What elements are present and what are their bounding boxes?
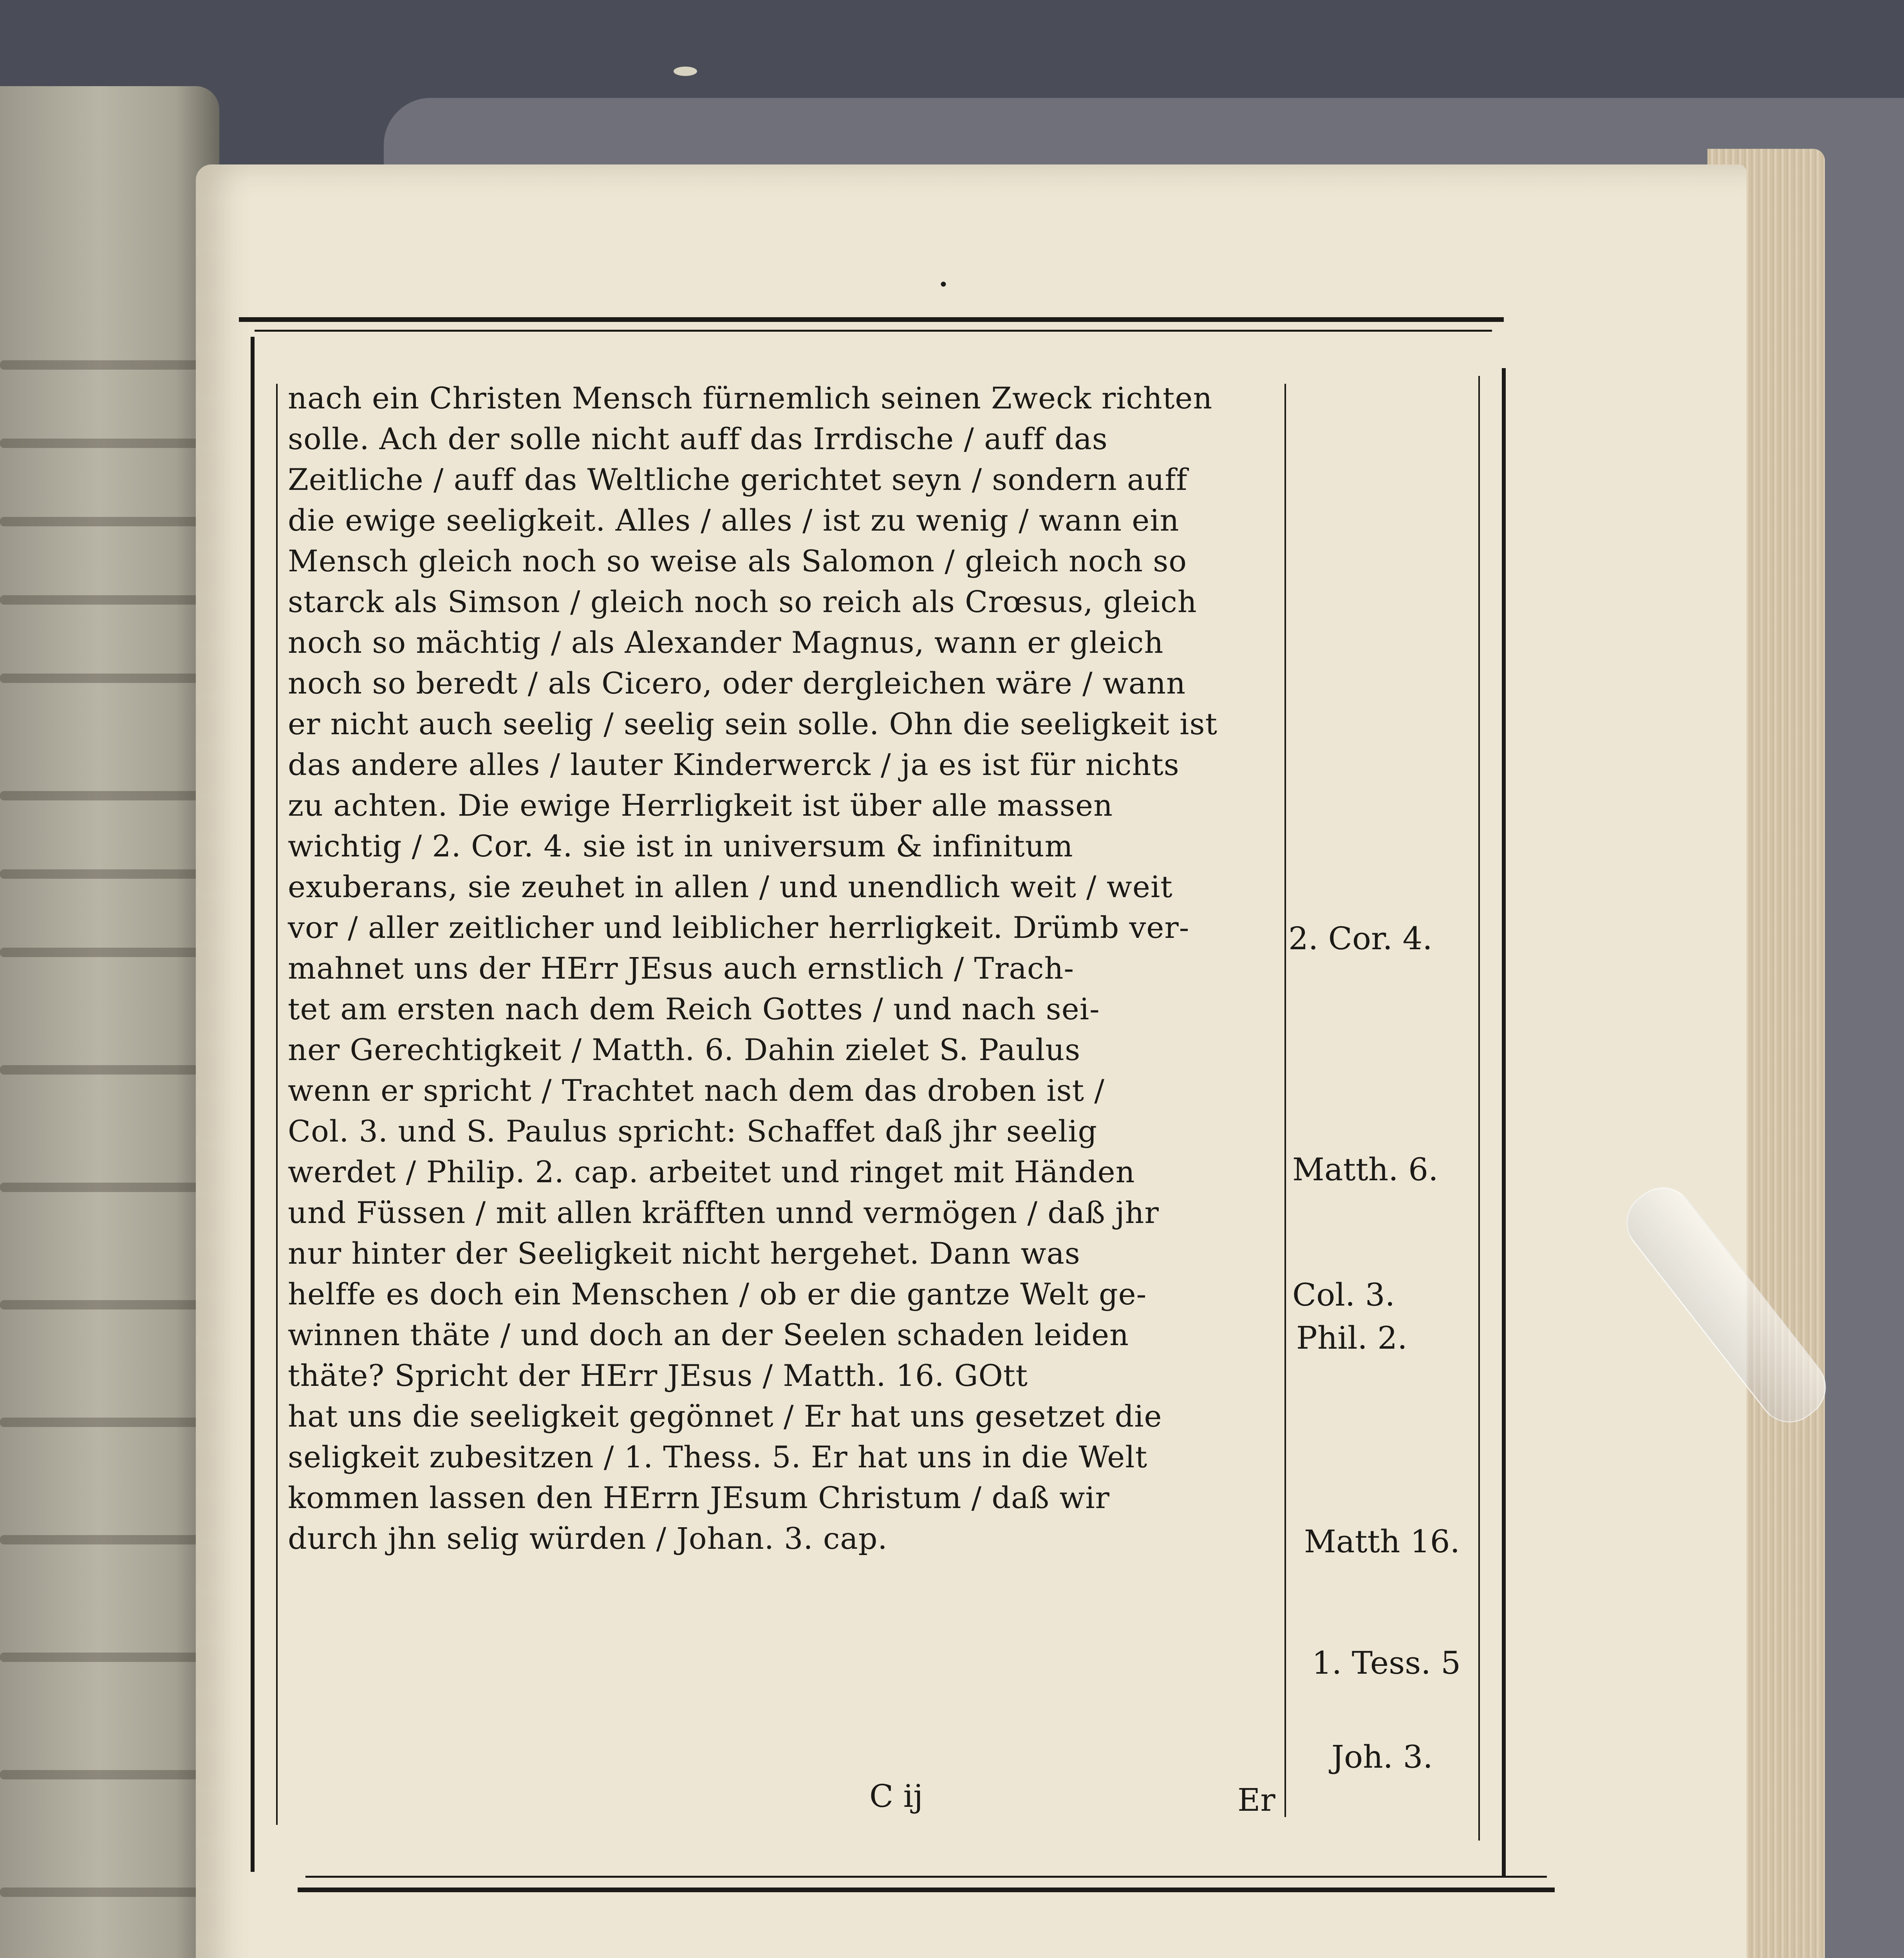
left-page-text-line xyxy=(0,1065,204,1075)
text-line xyxy=(288,1681,1290,1722)
left-page-text-line xyxy=(0,1653,204,1662)
text-line: noch so mächtig / als Alexander Magnus, wann er gleich xyxy=(288,625,1164,660)
left-page-text-line xyxy=(0,1183,204,1192)
catchword: Er xyxy=(1237,1782,1275,1818)
text-line xyxy=(288,1640,1290,1681)
dust-spot xyxy=(674,67,697,76)
text-line: thäte? Spricht der HErr JEsus / Matth. 16. GOtt xyxy=(288,1358,1028,1393)
left-page-text-line xyxy=(0,1535,204,1544)
text-line xyxy=(288,1722,1290,1763)
margin-reference: Phil. 2. xyxy=(1296,1320,1407,1356)
frame-top-rule xyxy=(239,317,1504,322)
left-page-text-line xyxy=(0,439,204,448)
text-line: wichtig / 2. Cor. 4. sie ist in universum & infinitum xyxy=(288,829,1073,863)
text-line: tet am ersten nach dem Reich Gottes / und nach sei- xyxy=(288,992,1100,1026)
text-line: das andere alles / lauter Kinderwerck / ja es ist für nichts xyxy=(288,747,1180,782)
text-line: durch jhn selig würden / Johan. 3. cap. xyxy=(288,1521,888,1556)
text-line: mahnet uns der HErr JEsus auch ernstlich / Trach- xyxy=(288,951,1075,986)
text-line: werdet / Philip. 2. cap. arbeitet und ringet mit Händen xyxy=(288,1154,1135,1189)
margin-reference: 2. Cor. 4. xyxy=(1288,920,1433,957)
text-line: die ewige seeligkeit. Alles / alles / ist zu wenig / wann ein xyxy=(288,503,1180,538)
left-page xyxy=(0,86,219,1958)
frame-bottom-rule-inner xyxy=(305,1876,1547,1878)
main-text-block xyxy=(288,378,1290,1803)
text-line: zu achten. Die ewige Herrligkeit ist über alle massen xyxy=(288,788,1113,823)
text-line xyxy=(288,1559,1290,1600)
left-page-text-line xyxy=(0,948,204,957)
margin-reference: Matth. 6. xyxy=(1292,1151,1438,1188)
text-line: kommen lassen den HErrn JEsum Christum / daß wir xyxy=(288,1480,1110,1515)
left-page-text-line xyxy=(0,1418,204,1427)
left-page-text-line xyxy=(0,595,204,605)
text-line: nach ein Christen Mensch fürnemlich seinen Zweck richten xyxy=(288,381,1213,415)
margin-reference: Col. 3. xyxy=(1292,1277,1395,1313)
text-line: ner Gerechtigkeit / Matth. 6. Dahin zielet S. Paulus xyxy=(288,1032,1081,1067)
text-line: Zeitliche / auff das Weltliche gerichtet seyn / sondern auff xyxy=(288,462,1188,497)
text-line: noch so beredt / als Cicero, oder dergleichen wäre / wann xyxy=(288,666,1186,701)
text-line xyxy=(288,1600,1290,1640)
left-page-text-line xyxy=(0,1300,204,1310)
text-line: solle. Ach der solle nicht auff das Irrdische / auff das xyxy=(288,421,1108,456)
text-line: helffe es doch ein Menschen / ob er die gantze Welt ge- xyxy=(288,1277,1147,1311)
margin-reference: Matth 16. xyxy=(1304,1523,1460,1560)
frame-left-rule xyxy=(251,337,255,1872)
text-line: hat uns die seeligkeit gegönnet / Er hat uns gesetzet die xyxy=(288,1399,1162,1434)
left-page-text-line xyxy=(0,517,204,526)
text-line: exuberans, sie zeuhet in allen / und unendlich weit / weit xyxy=(288,869,1173,904)
left-page-text-line xyxy=(0,674,204,683)
frame-left-rule-inner xyxy=(276,384,278,1825)
frame-right-rule xyxy=(1502,368,1506,1876)
text-line: wenn er spricht / Trachtet nach dem das droben ist / xyxy=(288,1073,1105,1108)
left-page-text-line xyxy=(0,869,204,879)
frame-right-rule-inner xyxy=(1478,376,1480,1841)
text-line: seligkeit zubesitzen / 1. Thess. 5. Er hat uns in die Welt xyxy=(288,1440,1148,1474)
text-line: vor / aller zeitlicher und leiblicher herrligkeit. Drümb ver- xyxy=(288,910,1190,945)
text-line: starck als Simson / gleich noch so reich als Crœsus, gleich xyxy=(288,584,1197,619)
frame-top-rule-inner xyxy=(255,330,1492,332)
left-page-text-line xyxy=(0,791,204,800)
text-line: und Füssen / mit allen kräfften unnd vermögen / daß jhr xyxy=(288,1195,1159,1230)
left-page-text-line xyxy=(0,360,204,370)
text-line: Col. 3. und S. Paulus spricht: Schaffet daß jhr seelig xyxy=(288,1114,1097,1149)
margin-reference: Joh. 3. xyxy=(1331,1739,1433,1775)
ornament-dot: • xyxy=(938,275,948,295)
margin-reference: 1. Tess. 5 xyxy=(1312,1645,1461,1681)
text-line xyxy=(288,1763,1290,1803)
signature-mark: C ij xyxy=(869,1778,923,1814)
left-page-text-line xyxy=(0,1888,204,1897)
frame-bottom-rule xyxy=(298,1888,1555,1892)
text-line: winnen thäte / und doch an der Seelen schaden leiden xyxy=(288,1317,1129,1352)
text-line: Mensch gleich noch so weise als Salomon / gleich noch so xyxy=(288,544,1187,578)
text-line: nur hinter der Seeligkeit nicht hergehet. Dann was xyxy=(288,1236,1080,1271)
text-line: er nicht auch seelig / seelig sein solle. Ohn die seeligkeit ist xyxy=(288,706,1218,741)
left-page-text-line xyxy=(0,1770,204,1779)
